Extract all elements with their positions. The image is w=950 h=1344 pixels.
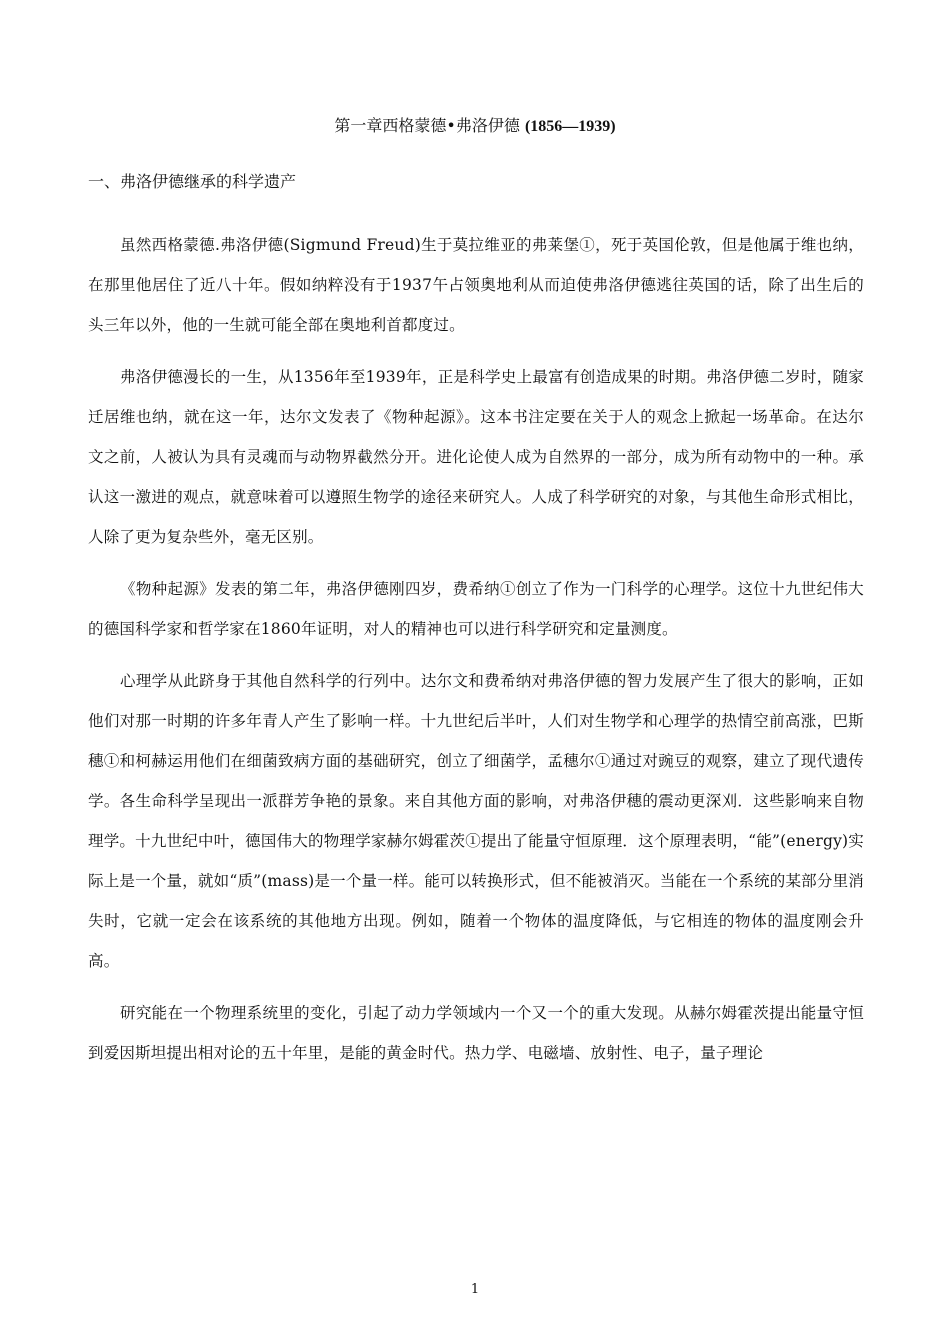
paragraph: 研究能在一个物理系统里的变化，引起了动力学领域内一个又一个的重大发现。从赫尔姆霍茨提出能量守恒到爱因斯坦提出相对论的五十年里，是能的黄金时代。热力学、电磁墙、放射性、电子，量子理论 xyxy=(88,1004,864,1062)
paragraph: 心理学从此跻身于其他自然科学的行列中。达尔文和费希纳对弗洛伊德的智力发展产生了很大的影响，正如他们对那一时期的许多年青人产生了影响一样。十九世纪后半叶，人们对生物学和心理学的热情空前高涨，巴斯穗①和柯赫运用他们在细菌致病方面的基础研究，创立了细菌学，孟穗尔①通过对豌豆的观察，建立了现代遗传学。各生命科学呈现出一派群芳争艳的景象。来自其他方面的影响，对弗洛伊穗的震动更深刈．这些影响来自物理学。十九世纪中叶，德国伟大的物理学家赫尔姆霍茨①提出了能量守恒原理．这个原理表明，“能”(energy)实际上是一个量，就如“质”(mass)是一个量一样。能可以转换形式，但不能被消灭。当能在一个系统的某部分里消失时，它就一定会在该系统的其他地方出现。例如，随着一个物体的温度降低，与它相连的物体的温度刚会升高。 xyxy=(88,672,864,970)
paragraph: 《物种起源》发表的第二年，弗洛伊德刚四岁，费希纳①创立了作为一门科学的心理学。这位十九世纪伟大的德国科学家和哲学家在1860年证明，对人的精神也可以进行科学研究和定量测度。 xyxy=(88,580,864,638)
section-heading: 一、弗洛伊德继承的科学遗产 xyxy=(88,172,297,191)
chapter-title-years: (1856—1939) xyxy=(524,118,616,135)
chapter-title-text: 第一章西格蒙德•弗洛伊德 xyxy=(334,116,520,135)
paragraph: 弗洛伊德漫长的一生，从1356年至1939年，正是科学史上最富有创造成果的时期。弗洛伊德二岁时，随家迁居维也纳，就在这一年，达尔文发表了《物种起源》。这本书注定要在关于人的观念上掀起一场革命。在达尔文之前，人被认为具有灵魂而与动物界截然分开。进化论使人成为自然界的一部分，成为所有动物中的一种。承认这一激进的观点，就意味着可以遵照生物学的途径来研究人。人成了科学研究的对象，与其他生命形式相比，人除了更为复杂些外，毫无区别。 xyxy=(88,368,864,546)
body-text xyxy=(88,225,864,1085)
paragraph: 虽然西格蒙德.弗洛伊德(Sigmund Freud)生于莫拉维亚的弗莱堡①，死于英国伦敦，但是他属于维也纳，在那里他居住了近八十年。假如纳粹没有于1937午占领奥地利从而迫使弗洛伊德逃往英国的话，除了出生后的头三年以外，他的一生就可能全部在奥地利首都度过。 xyxy=(88,236,864,334)
page-number: 1 xyxy=(470,1282,480,1297)
chapter-title xyxy=(0,114,950,139)
